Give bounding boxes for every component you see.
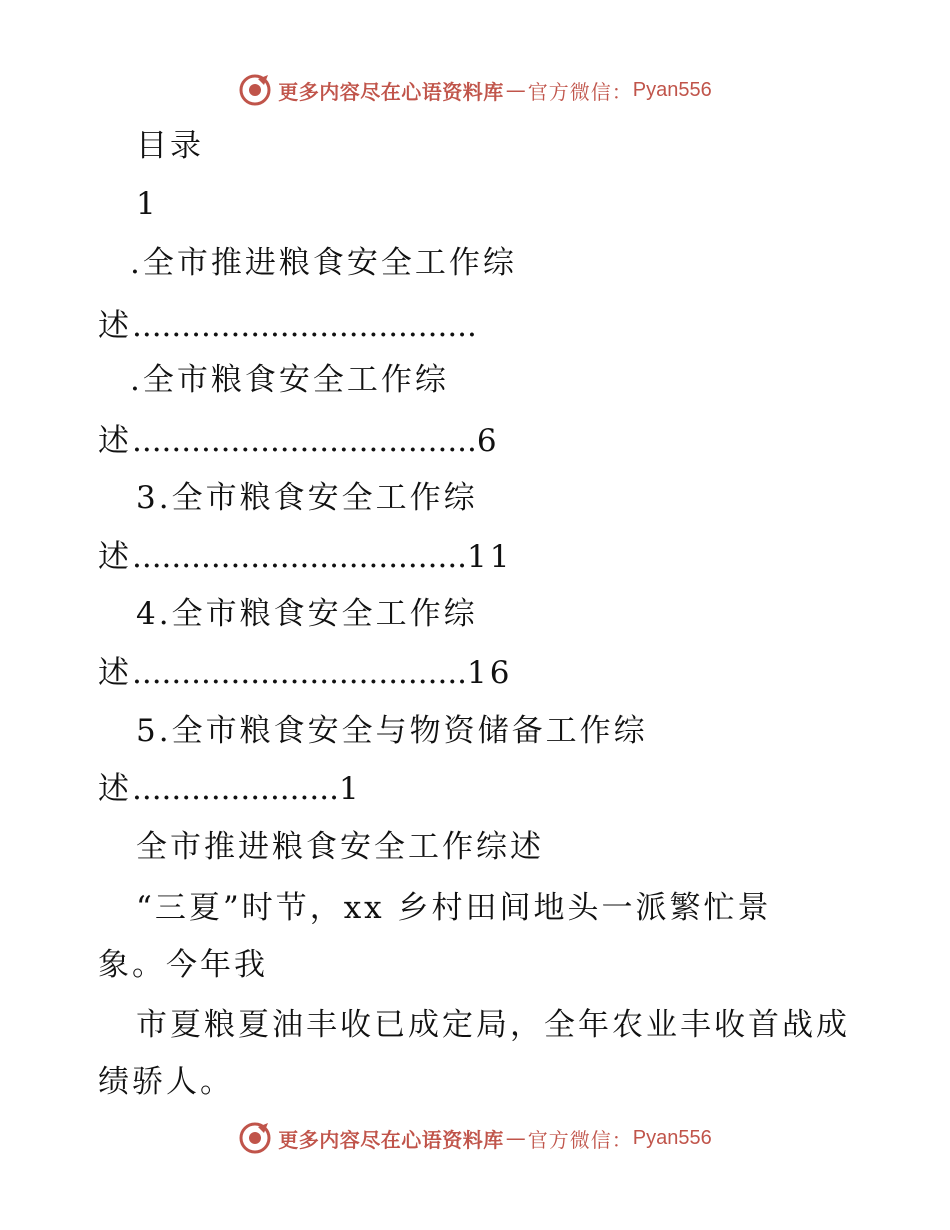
toc-entry-4-leader-line <box>98 653 513 693</box>
toc-entry-5-page: 1 <box>338 771 362 807</box>
toc-entry-4-tail: 述 <box>98 655 132 691</box>
toc-entry-5-tail: 述 <box>98 771 132 807</box>
toc-entry-1-title: .全市推进粮食安全工作综 <box>130 245 517 281</box>
pen-circle-logo-icon <box>238 1121 272 1155</box>
toc-number-line: 1 <box>136 186 159 222</box>
toc-entry-3-title: 3.全市粮食安全工作综 <box>136 480 478 516</box>
toc-entry-2-title: .全市粮食安全工作综 <box>130 362 449 398</box>
toc-entry-4-title: 4.全市粮食安全工作综 <box>136 596 478 632</box>
toc-entry-3-page: 11 <box>467 539 513 575</box>
article-title: 全市推进粮食安全工作综述 <box>136 829 544 865</box>
paragraph-1-line-2: 象。今年我 <box>98 947 268 983</box>
watermark-brand: 更多内容尽在心语资料库 <box>278 79 504 104</box>
paragraph-2-line-2: 绩骄人。 <box>98 1064 234 1100</box>
watermark-contact-label: 官方微信： <box>527 79 633 104</box>
paragraph-1-line-1: “三夏”时节，xx 乡村田间地头一派繁忙景 <box>136 890 772 926</box>
toc-entry-1-leader-line <box>98 306 477 346</box>
toc-entry-5-leader-line <box>98 769 362 809</box>
toc-entry-2-page: 6 <box>476 423 500 459</box>
pen-circle-logo-icon <box>238 73 272 107</box>
watermark-separator: — <box>505 1126 526 1150</box>
toc-entry-1-tail: 述 <box>98 308 132 344</box>
toc-entry-3-tail: 述 <box>98 539 132 575</box>
header-watermark <box>0 70 950 110</box>
toc-entry-4-page: 16 <box>467 655 513 691</box>
toc-entry-3-leader-line <box>98 537 513 577</box>
toc-entry-5-leader: ..................... <box>132 771 339 807</box>
paragraph-2-line-1: 市夏粮夏油丰收已成定局，全年农业丰收首战成 <box>136 1007 850 1043</box>
watermark-contact-label: 官方微信： <box>527 1127 633 1152</box>
watermark-contact-id: Pyan556 <box>632 78 712 101</box>
footer-watermark <box>0 1118 950 1158</box>
watermark-contact-id: Pyan556 <box>632 1126 712 1149</box>
toc-entry-1-leader: ................................... <box>132 308 477 344</box>
watermark-separator: — <box>505 78 526 102</box>
toc-entry-3-leader: .................................. <box>132 539 468 575</box>
toc-entry-5-title: 5.全市粮食安全与物资储备工作综 <box>136 713 648 749</box>
watermark-brand: 更多内容尽在心语资料库 <box>278 1127 504 1152</box>
toc-entry-4-leader: .................................. <box>132 655 468 691</box>
toc-entry-2-tail: 述 <box>98 423 132 459</box>
toc-heading: 目录 <box>136 128 204 164</box>
toc-entry-2-leader-line <box>98 421 500 461</box>
toc-entry-2-leader: ................................... <box>132 423 477 459</box>
